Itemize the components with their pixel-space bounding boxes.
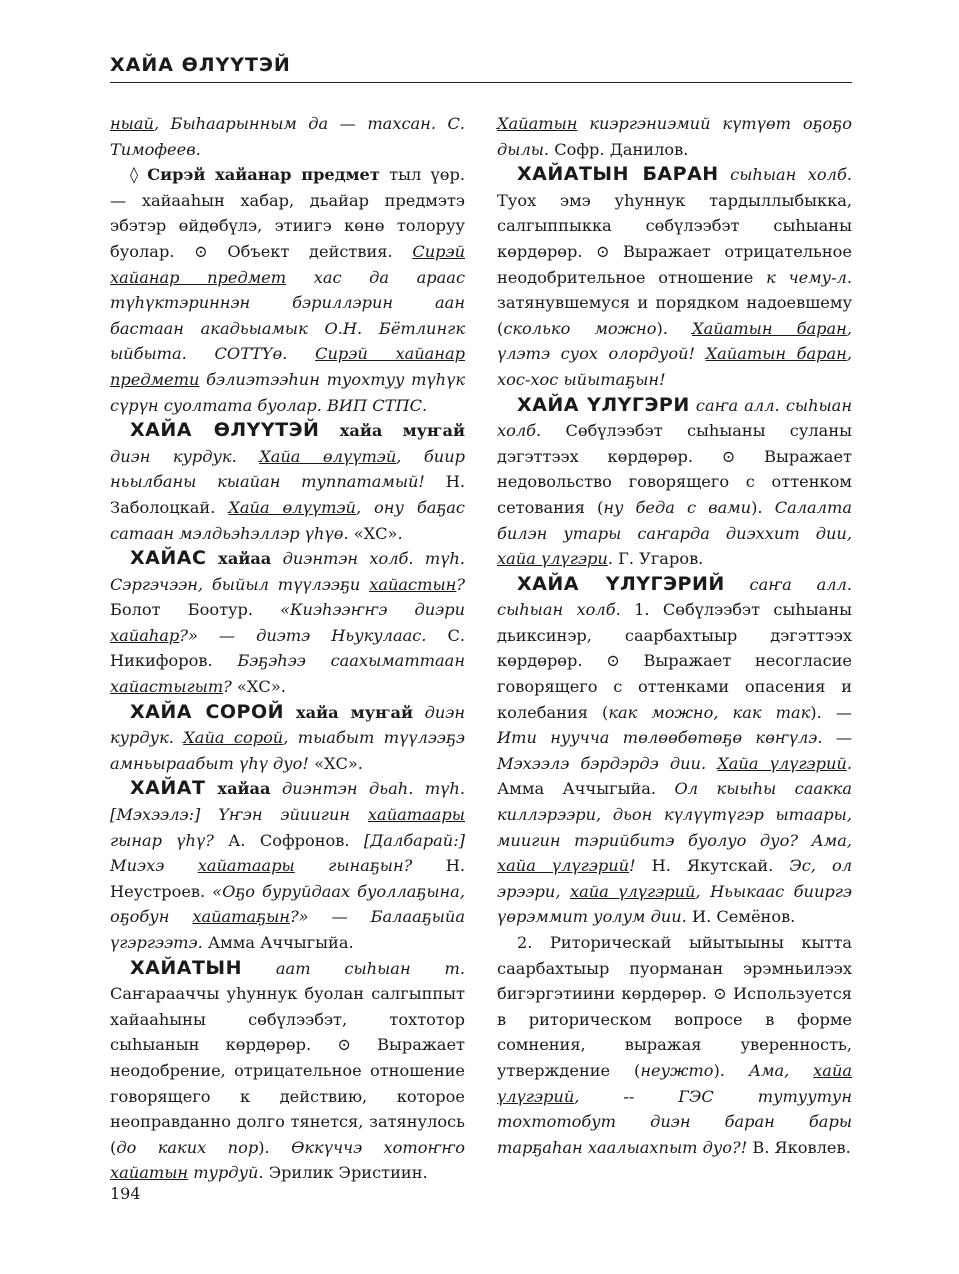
- headword: ХАЙАС: [130, 547, 207, 570]
- italic-text: аат сыһыан т.: [242, 958, 465, 978]
- italic-text: неужто: [640, 1060, 714, 1080]
- italic-text: , -- ГЭС тутуутун тохтотобут диэн баран бары тарҕаһан хаалыахпыт дуо?!: [497, 1086, 852, 1157]
- headword: ХАЙАТЫН: [130, 956, 243, 979]
- text-run: Туох эмэ уһуннук тардыллыбыкка, салгыппыкка сөбүлээбэт сыһыаны көрдөрөр. ⊙ Выражает отрицательное неодобрительное отношение: [497, 190, 852, 287]
- text-run: затянувшемуся и порядком надоевшему (: [497, 293, 852, 338]
- text-run: тыл үөр. — хайааһын хабар, дьайар предмэтэ эбэтэр өйдөбүлэ, этиигэ көнө толоруу буолар. ⊙ Объект действия.: [110, 165, 465, 261]
- italic-text: гынар үһү?: [110, 830, 229, 850]
- italic-text: , ону баҕас сатаан мэлдьэһэллэр үһүө.: [110, 497, 465, 543]
- italic-text: к чему-л.: [766, 267, 852, 287]
- dictionary-entry: [497, 572, 852, 930]
- italic-text: бэлиэтээһин туохтуу түһүк сүрүн суолтата буолар. ВИП СТПС.: [110, 369, 465, 415]
- italic-text: гынаҕын?: [294, 856, 446, 876]
- italic-text: Бэҕэһээ саахыматтаан: [237, 651, 465, 671]
- italic-text: Ама,: [748, 1060, 814, 1080]
- dictionary-entry: [110, 776, 465, 955]
- bold-term: хайаа: [205, 779, 271, 799]
- dictionary-entry: [110, 162, 465, 418]
- page-number: 194: [110, 1184, 141, 1203]
- example-keyword: хайастыгыт: [110, 677, 224, 697]
- italic-text: диэн курдук.: [110, 702, 465, 748]
- italic-text: до каких пор: [116, 1137, 259, 1157]
- italic-text: [Мэхээлэ:]: [110, 805, 219, 825]
- dictionary-entry: [110, 956, 465, 1186]
- italic-text: диэнтэн холб. түһ. Сэргэчээн, быйыл түүлээҕи: [110, 549, 466, 594]
- italic-text: Үҥэн эйиигин: [218, 805, 368, 825]
- italic-text: «Киэһээҥҥэ диэри: [280, 600, 465, 620]
- italic-text: Өккүччэ хотоҥҥо: [291, 1137, 466, 1157]
- right-column: [497, 111, 852, 1160]
- example-keyword: хайатаары: [197, 856, 295, 876]
- left-column: [110, 111, 465, 1186]
- italic-text: саҥа алл. сыһыан холб.: [497, 574, 852, 620]
- italic-text: , Быһаарынным да — тахсан. С. Тимофеев.: [110, 114, 465, 159]
- text-run: Болот Боотур.: [110, 600, 281, 620]
- text-run: . Г. Угаров.: [607, 549, 704, 569]
- italic-text: Эс, ол эрээри,: [497, 856, 852, 901]
- headword: ХАЙА СОРОЙ: [130, 700, 285, 723]
- italic-text: сколько можно: [503, 318, 657, 338]
- italic-text: , биир ньылбаны кыайан туппатамый!: [110, 446, 465, 492]
- italic-text: ?: [456, 574, 465, 594]
- headword: ХАЙА ҮЛҮГЭРИЙ: [517, 572, 725, 595]
- example-keyword: Хайа өлүүтэй: [259, 446, 397, 466]
- text-run: «ХС».: [314, 753, 363, 773]
- text-run: Н. Неустроев.: [110, 856, 465, 901]
- dictionary-entry: [497, 930, 852, 1160]
- headword: ХАЙАТ: [130, 777, 206, 800]
- example-keyword: Хайатын баран: [692, 318, 847, 338]
- example-keyword: Хайа сорой: [183, 728, 284, 748]
- italic-text: .: [846, 753, 852, 773]
- headword: ХАЙАТЫН БАРАН: [517, 163, 719, 186]
- text-run: «ХС».: [237, 677, 286, 697]
- text-run: Эрилик Эристиин.: [268, 1163, 428, 1183]
- italic-text: Ол кыыһы саакка киллэрээри, дьон күлүүтүгэр ытаары, миигин тэрийбитэ буолуо дуо? Ама,: [497, 779, 852, 850]
- example-keyword: хайатаары: [367, 805, 465, 825]
- dictionary-entry: [110, 418, 465, 546]
- text-run: «ХС».: [353, 523, 403, 543]
- example-keyword: Хайатын баран: [705, 344, 847, 364]
- italic-text: ?» — Балааҕыйа үгэргээтэ.: [110, 907, 465, 952]
- dictionary-entry: [497, 162, 852, 392]
- italic-text: [Далбарай:] Миэхэ: [110, 830, 465, 876]
- headword: ХАЙА ӨЛҮҮТЭЙ: [130, 419, 320, 442]
- text-run: ◊: [130, 165, 148, 185]
- dictionary-entry: [110, 546, 465, 700]
- example-keyword: хайатаҕын: [192, 907, 290, 927]
- italic-text: , хос-хос ыйытаҕын!: [497, 344, 852, 389]
- text-run: Амма Аччыгыйа.: [207, 933, 354, 952]
- text-run: Сөбүлээбэт сыһыаны суланы дэгэттээх көрдөрөр. ⊙ Выражает недовольство говорящего с оттенком сетования (: [497, 421, 852, 517]
- example-keyword: Сирэй хайанар предмети: [110, 344, 465, 389]
- example-keyword: Хайа өлүүтэй: [228, 497, 356, 517]
- headword: ХАЙА ҮЛҮГЭРИ: [517, 393, 690, 416]
- italic-text: , тыабыт түүлээҕэ амньыраабыт үһү дуо!: [110, 728, 465, 773]
- bold-term: хайа муҥай: [319, 421, 465, 441]
- italic-text: ?» — диэтэ Ньукулаас.: [179, 625, 448, 645]
- example-keyword: хайа үлүгэрий: [569, 881, 696, 901]
- example-keyword: хайастын: [369, 574, 457, 594]
- italic-text: турдуй.: [188, 1163, 269, 1183]
- italic-text: !: [629, 856, 652, 876]
- header-title: ХАЙА ӨЛҮҮТЭЙ: [110, 54, 291, 76]
- text-run: ). —: [810, 702, 853, 722]
- text-run: Н. Заболоцкай.: [110, 472, 465, 517]
- dictionary-entry: [110, 700, 465, 777]
- example-keyword: Сирэй хайанар предмет: [110, 241, 465, 287]
- italic-text: «Оҕо буруйдаах буоллаҕына, оҕобун: [110, 881, 465, 927]
- example-keyword: хайа үлүгэрий: [497, 1060, 853, 1106]
- example-keyword: хайа үлүгэрий: [497, 856, 630, 876]
- example-keyword: Хайатын: [497, 114, 578, 133]
- example-keyword: хайаһар: [110, 625, 180, 645]
- italic-text: сыһыан холб.: [718, 165, 852, 185]
- example-keyword: ныай: [110, 114, 154, 133]
- text-run: И. Семёнов.: [691, 907, 796, 927]
- italic-text: диэнтэн дьаһ. түһ.: [270, 779, 465, 799]
- text-run: А. Софронов.: [228, 830, 364, 850]
- bold-term: хайа муҥай: [284, 702, 414, 722]
- text-run: Н. Якутскай.: [651, 856, 790, 876]
- text-run: ).: [656, 318, 693, 338]
- running-header: [110, 52, 852, 83]
- italic-text: ну беда с вами: [603, 497, 752, 517]
- italic-text: киэргэниэмий күтүөт оҕоҕо дылы.: [497, 114, 852, 159]
- text-run: Софр. Данилов.: [554, 139, 689, 159]
- italic-text: ?: [223, 677, 237, 697]
- text-run: В. Яковлев.: [752, 1137, 851, 1157]
- bold-term: Сирэй хайанар предмет: [147, 165, 380, 185]
- dictionary-entry: [497, 111, 852, 162]
- dictionary-entry: [497, 393, 852, 572]
- italic-text: Ити нууччa төлөөбөтөҕө көҥүлэ. — Мэхээлэ бэрдэрдэ дии.: [497, 728, 852, 773]
- bold-term: хайаа: [206, 549, 272, 569]
- text-run: ).: [751, 497, 775, 517]
- italic-text: хас да араас түһүктэриннэн бэриллэрин аан бастаан акадьыамык О.Н. Бётлингк ыйбыта. СОТТҮө.: [110, 267, 466, 364]
- text-run: 2. Риторическай ыйытыыны кытта саарбахтыыр пуорманан эрэмньилээх бигэргэтиини көрдөрөр. ⊙ Используется в риторическом вопросе в форме сомнения, выражая уверенность, утверждение (: [497, 933, 852, 1080]
- italic-text: саҥа алл. сыһыан холб.: [497, 395, 852, 441]
- text-run: ).: [713, 1060, 749, 1080]
- italic-text: Салалта билэн утары саҥарда диэххит дии,: [497, 497, 852, 543]
- text-run: 1. Сөбүлээбэт сыһыаны дьиксинэр, саарбахтыыр дэгэттээх көрдөрөр. ⊙ Выражает несогласие говорящего с оттенками опасения и колебания (: [497, 600, 852, 722]
- text-run: Саҥарааччы уһуннук буолан салгыппыт хайааһыны сөбүлээбэт, тохтотор сыһыанын көрдөрөр. ⊙ Выражает неодобрение, отрицательное отношение говорящего к действию, которое неоправданно долго тянется, затянулось (: [110, 984, 465, 1157]
- text-run: ).: [258, 1137, 292, 1157]
- italic-text: диэн курдук.: [110, 446, 260, 466]
- text-run: Амма Аччыгыйа.: [497, 779, 675, 799]
- italic-text: , Ньыкаас бииргэ үөрэммит уолум дии.: [497, 881, 852, 927]
- italic-text: как можно, как так: [608, 702, 811, 722]
- dictionary-entry: [110, 111, 465, 162]
- example-keyword: Хайа үлүгэрий: [717, 753, 847, 773]
- text-run: С. Никифоров.: [110, 625, 465, 671]
- example-keyword: хайа үлүгэри: [497, 549, 608, 569]
- italic-text: , үлэтэ суох олордуой!: [497, 318, 852, 364]
- example-keyword: хайатын: [110, 1163, 189, 1183]
